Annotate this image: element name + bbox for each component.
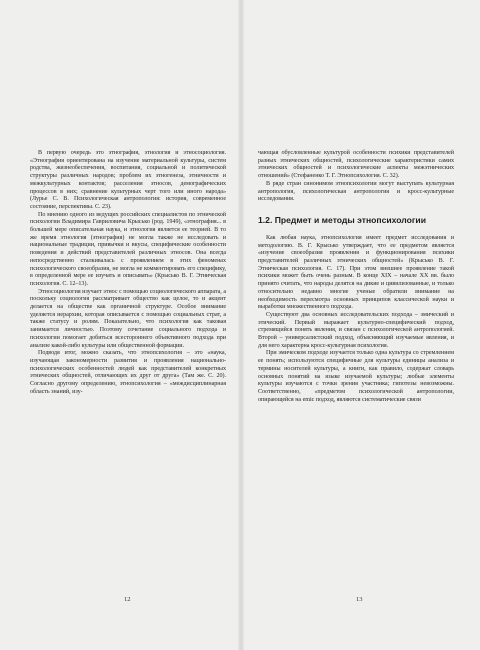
left-page	[30, 150, 226, 397]
left-paragraph-3: Этносоциология изучает этнос с помощью социологического аппарата, а поскольку социология рассматривает общество как целое, то и акцент делается на обществе как органичной структуре. Особое внимание уделяется иерархии, которая описывается с помощью социальных страт, а также статусу и ролям. Показательно, что психология как таковая занимается личностью. Поэтому сочетание социального подхода и психологии помогает добиться всестороннего объективного подхода при анализе какой-либо культуры или общественной формации.	[30, 288, 226, 349]
left-paragraph-2: По мнению одного из ведущих российских специалистов по этнической психологии Владимира Гавриловича Крысько (род. 1949), «этнография... в большей мере описательная наука, и этнология является ее теорией. В то же время этнология (этнография) не могла также не исследовать и национальные традиции, привычки и вкусы, специфические особенности поведения и действий представителей различных этносов. Она всегда непосредственно сталкивалась с проявлением в этих феноменах психологического своеобразия, не могла не комментировать его специфику, в определенной мере ее изучать и описывать» (Крысько В. Г. Этническая психология. С. 12–13).	[30, 211, 226, 287]
section-heading: 1.2. Предмет и методы этнопсихологии	[258, 214, 426, 225]
right-page-number: 13	[356, 596, 363, 603]
right-paragraph-5: При эмическом подходе изучается только одна культура со стремлением ее понять; используются специфичные для культуры единицы анализа и термины носителей культуры, а книги, как правило, содержат словарь основных понятий на языке изучаемой культуры; любые элементы культуры изучаются с точки зрения участника; гипотезы невозможны. Соответственно, «предметом психологической антропологии, опирающейся на emic подход, являются систематические связи	[258, 350, 454, 403]
right-paragraph-2: В ряде стран синонимом этнопсихологии могут выступать культурная антропология, психологическая антропология и кросс-культурные исследования.	[258, 180, 454, 203]
right-paragraph-4: Существуют два основных исследовательских подхода – эмический и этический. Первый выражает культурно-специфический подход, стремящийся понять явления, и связан с психологической антропологией. Второй – универсалистский подход, объясняющий изучаемые явления, и для него характерна кросс-культурная психология.	[258, 311, 454, 349]
left-paragraph-1: В первую очередь это этнография, этнология и этносоциология. «Этнография ориентирована на изучение материальной культуры, систем родства, жизнеобеспечения, воспитания, социальной и политической структуры различных народов; проблем их этногенеза, этничности и межкультурных контактов; расселения этносов, демографических процессов в них; сравнение культурных черт того или иного народа» (Лурье С. В. Психологическая антропология: история, современное состояние, перспективы. С. 23).	[30, 150, 226, 210]
right-paragraph-1: чающая обусловленные культурой особенности психики представителей разных этнических общностей, психологические характеристики самих этнических общностей и психологические аспекты межэтнических отношений» (Стефаненко Т. Г. Этнопсихология. С. 32).	[258, 150, 454, 180]
right-paragraph-3: Как любая наука, этнопсихология имеет предмет исследования и методологию. В. Г. Крысько утверждает, что ее предметом является «изучение своеобразия проявления и функционирования психики представителей различных этнических общностей» (Крысько В. Г. Этническая психология. С. 17). При этом внешнее проявление такой психики может быть очень разным. В конце XIX – начале XX вв. было принято считать, что народы делятся на дикие и цивилизованные, и только относительно недавно многие ученые обратили внимание на необходимость пересмотра основных принципов классической науки и выработки множественного подхода.	[258, 234, 454, 311]
left-paragraph-4: Подводя итог, можно сказать, что этнопсихология – это «наука, изучающая закономерности развития и проявления национально-психологических особенностей людей как представителей конкретных этнических общностей, отличающих их друг от друга» (Там же. С. 20). Согласно другому определению, этнопсихология – «междисциплинарная область знаний, изу-	[30, 350, 226, 395]
left-page-number: 12	[124, 596, 131, 603]
right-page	[258, 150, 454, 404]
book-gutter	[238, 0, 244, 650]
